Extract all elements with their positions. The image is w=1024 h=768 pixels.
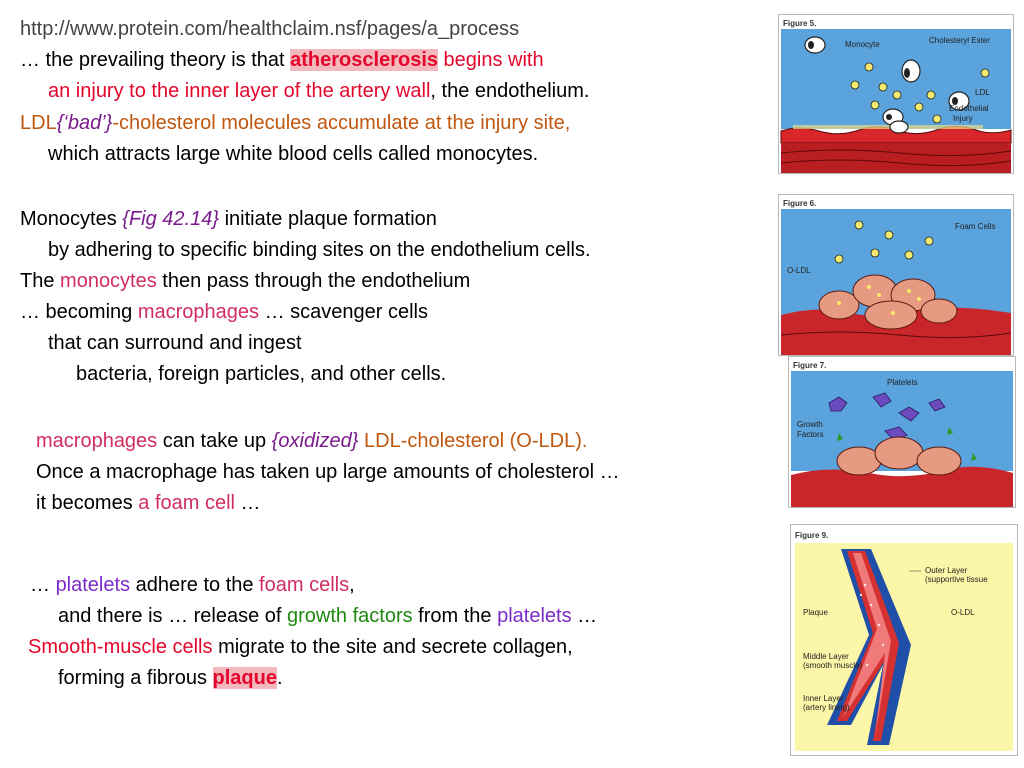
fig9-label: Plaque [803,608,828,617]
figure-7 [788,356,1016,508]
term-foam-cell: a foam cell [138,492,235,514]
text-span: begins with [438,49,544,71]
text-line-16 [58,604,597,628]
fig9-label: Inner Layer [803,694,844,703]
text-span: an injury to the inner layer of the artery wall [48,80,431,102]
text-span: , [349,574,355,596]
text-span: migrate to the site and secrete collagen, [212,636,573,658]
text-span: … [234,492,261,514]
fig6-label: O-LDL [787,266,811,275]
term-monocytes: monocytes [60,270,157,292]
text-span: … scavenger cells [259,301,428,323]
fig5-label: Monocyte [845,40,880,49]
text-line-17 [28,635,573,659]
fig5-label: Endothelial [949,104,989,113]
text-line-14 [36,491,261,515]
text-span: initiate plaque formation [219,208,437,230]
text-span: from the [412,605,498,627]
text-line-9 [20,300,428,324]
term-foam-cells: foam cells [259,574,350,596]
term-atherosclerosis: atherosclerosis [290,49,438,71]
fig9-label: (supportive tissue [925,575,988,584]
fig6-label: Foam Cells [955,222,996,231]
text-span: The [20,270,61,292]
figure-6 [778,194,1014,356]
fig9-label: (artery lining) [803,703,850,712]
text-span: and there is … release of [58,605,288,627]
fig5-label: Injury [953,114,973,123]
text-span: … becoming [20,301,138,323]
text-span: forming a fibrous [58,667,213,689]
text-line-12 [36,429,587,453]
term-plaque: plaque [212,667,277,689]
text-span: it becomes [36,492,139,514]
text-span: -cholesterol molecules accumulate at the injury site, [112,112,571,134]
source-url[interactable]: http://www.protein.com/healthclaim.nsf/pages/a_process [20,18,520,40]
fig7-label: Growth [797,420,823,429]
figure-9-title: Figure 9. [795,531,829,540]
figure-5-title: Figure 5. [783,19,817,28]
term-macrophages: macrophages [36,430,158,452]
figure-7-title: Figure 7. [793,361,827,370]
fig9-label: (smooth muscle) [803,661,863,670]
figure-5 [778,14,1014,174]
term-smooth-muscle-cells: Smooth-muscle cells [28,636,213,658]
text-line-15 [30,573,355,597]
term-platelets: platelets [55,574,131,596]
text-line-2 [20,48,544,72]
text-line-8 [20,269,470,293]
text-line-10: that can surround and ingest [48,332,302,354]
text-span: … [571,605,598,627]
text-span: . [276,667,283,689]
text-span: … [30,574,56,596]
figure-6-title: Figure 6. [783,199,817,208]
text-span: adhere to the [130,574,260,596]
term-platelets: platelets [497,605,572,627]
fig9-label: O-LDL [951,608,975,617]
term-growth-factors: growth factors [287,605,413,627]
text-span: LDL-cholesterol (O-LDL). [358,430,588,452]
text-span: … the prevailing theory is that [20,49,291,71]
text-span: {oxidized} [271,430,359,452]
text-span: Monocytes [20,208,123,230]
text-line-18 [58,666,283,690]
text-line-4 [20,111,570,135]
text-line-3 [48,79,589,103]
text-line-5: which attracts large white blood cells called monocytes. [48,143,539,165]
fig5-label: LDL [975,88,990,97]
figure-reference: {Fig 42.14} [122,208,220,230]
fig5-label: Cholesteryl Ester [929,36,990,45]
fig7-label: Platelets [887,378,918,387]
figure-9 [790,524,1018,756]
text-span: LDL [20,112,57,134]
text-span: then pass through the endothelium [156,270,471,292]
fig7-label: Factors [797,430,824,439]
text-span: {‘bad’} [56,112,113,134]
text-span: can take up [157,430,272,452]
text-line-7: by adhering to specific binding sites on the endothelium cells. [48,239,591,261]
text-line-13: Once a macrophage has taken up large amounts of cholesterol … [36,461,620,483]
term-macrophages: macrophages [137,301,260,323]
fig9-label: Outer Layer [925,566,968,575]
text-span: , the endothelium. [430,80,590,102]
fig9-label: Middle Layer [803,652,849,661]
text-line-6 [20,207,437,231]
text-line-11: bacteria, foreign particles, and other cells. [76,363,447,385]
